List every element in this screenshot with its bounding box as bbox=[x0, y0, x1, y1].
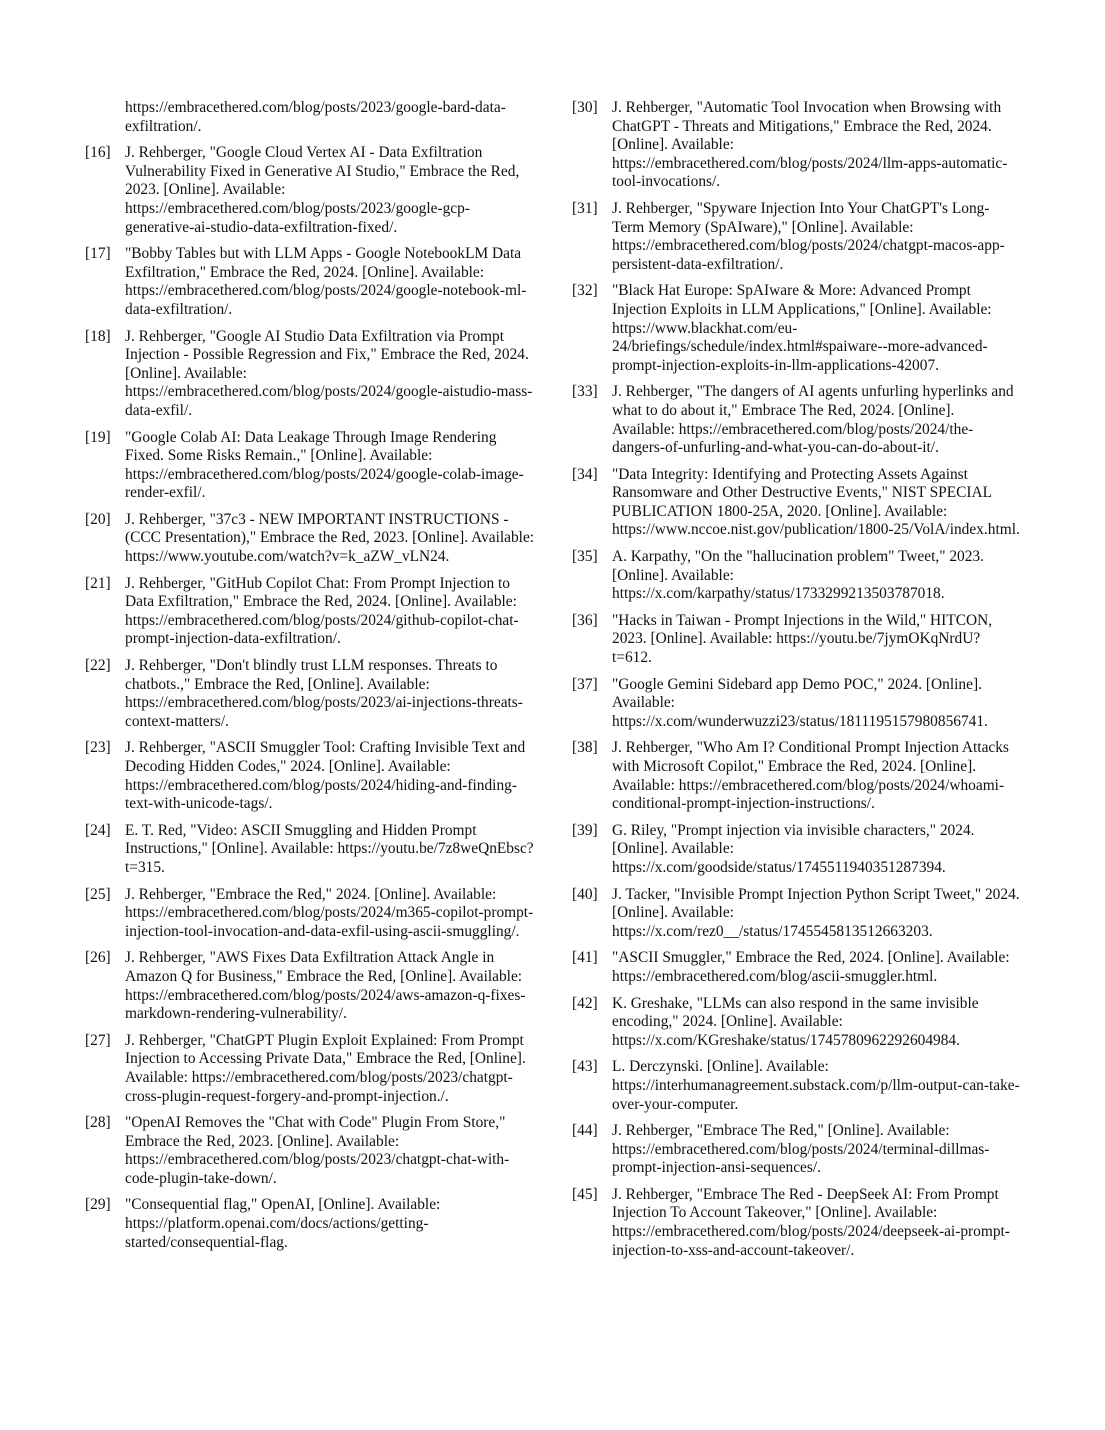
reference-entry-33 bbox=[572, 383, 1020, 457]
reference-entry-17 bbox=[85, 245, 535, 319]
reference-text: "Bobby Tables but with LLM Apps - Google NotebookLM Data Exfiltration," Embrace the Red, 2024. [Online]. Available: https://embracethered.com/blog/posts/2024/google-notebook-ml-data-exfiltration/. bbox=[125, 245, 527, 318]
reference-number: [24] bbox=[85, 821, 111, 839]
reference-text: J. Rehberger, "GitHub Copilot Chat: From Prompt Injection to Data Exfiltration," Embrace the Red, 2024. [Online]. Available: https://embracethered.com/blog/posts/2024/github-copilot-chat-prompt-injection-data-exfiltration/. bbox=[125, 574, 519, 648]
reference-entry-23 bbox=[85, 739, 535, 813]
reference-entry-20 bbox=[85, 511, 535, 567]
reference-number: [42] bbox=[572, 994, 598, 1012]
reference-number: [31] bbox=[572, 199, 598, 217]
reference-entry-21 bbox=[85, 575, 535, 649]
reference-text: J. Rehberger, "Embrace The Red," [Online]. Available: https://embracethered.com/blog/posts/2024/terminal-dillmas-prompt-injection-ansi-sequences/. bbox=[612, 1122, 990, 1177]
reference-continuation: https://embracethered.com/blog/posts/2023/google-bard-data-exfiltration/. bbox=[125, 99, 506, 135]
reference-text: J. Rehberger, "Embrace the Red," 2024. [Online]. Available: https://embracethered.com/blog/posts/2024/m365-copilot-prompt-injection-tool-invocation-and-data-exfil-using-ascii-smuggling/. bbox=[125, 885, 534, 940]
reference-entry-39 bbox=[572, 822, 1020, 878]
reference-entry-42 bbox=[572, 995, 1020, 1051]
reference-entry-44 bbox=[572, 1122, 1020, 1178]
reference-number: [34] bbox=[572, 465, 598, 483]
reference-entry-24 bbox=[85, 822, 535, 878]
reference-entry-36 bbox=[572, 612, 1020, 668]
reference-text: J. Rehberger, "Embrace The Red - DeepSeek AI: From Prompt Injection To Account Takeover," [Online]. Available: https://embracethered.com/blog/posts/2024/deepseek-ai-prompt-injection-to-xss-and-account-takeover/. bbox=[612, 1185, 1010, 1259]
reference-text: J. Rehberger, "ChatGPT Plugin Exploit Explained: From Prompt Injection to Accessing Private Data," Embrace the Red, [Online]. Available: https://embracethered.com/blog/posts/2023/chatgpt-cross-plugin-request-forgery-and-prompt-injection./. bbox=[125, 1031, 526, 1105]
reference-text: "Consequential flag," OpenAI, [Online]. Available: https://platform.openai.com/docs/actions/getting-started/consequential-flag. bbox=[125, 1196, 441, 1251]
reference-text: J. Rehberger, "ASCII Smuggler Tool: Crafting Invisible Text and Decoding Hidden Codes," 2024. [Online]. Available: https://embracethered.com/blog/posts/2024/hiding-and-finding-text-with-unicode-tags/. bbox=[125, 739, 526, 813]
reference-number: [32] bbox=[572, 282, 598, 300]
reference-entry-38 bbox=[572, 739, 1020, 813]
reference-number: [44] bbox=[572, 1122, 598, 1140]
reference-number: [22] bbox=[85, 657, 111, 675]
reference-entry-37 bbox=[572, 676, 1020, 732]
reference-number: [17] bbox=[85, 245, 111, 263]
reference-text: "Data Integrity: Identifying and Protecting Assets Against Ransomware and Other Destructive Events," NIST SPECIAL PUBLICATION 1800-25A, 2020. [Online]. Available: https://www.nccoe.nist.gov/publication/1800-25/VolA/index.html. bbox=[612, 465, 1020, 539]
reference-text: J. Rehberger, "The dangers of AI agents unfurling hyperlinks and what to do about it," Embrace The Red, 2024. [Online]. Available: https://embracethered.com/blog/posts/2024/the-dangers-of-unfurling-and-what-you-can-do-about-it/. bbox=[612, 383, 1014, 457]
reference-entry-25 bbox=[85, 886, 535, 942]
reference-text: J. Rehberger, "37c3 - NEW IMPORTANT INSTRUCTIONS - (CCC Presentation)," Embrace the Red, 2023. [Online]. Available: https://www.youtube.com/watch?v=k_aZW_vLN24. bbox=[125, 510, 535, 566]
reference-number: [16] bbox=[85, 144, 111, 162]
reference-number: [29] bbox=[85, 1196, 111, 1214]
reference-entry-29 bbox=[85, 1196, 535, 1252]
reference-text: "Hacks in Taiwan - Prompt Injections in the Wild," HITCON, 2023. [Online]. Available: https://youtu.be/7jymOKqNrdU?t=612. bbox=[612, 611, 993, 667]
reference-number: [21] bbox=[85, 574, 111, 592]
reference-text: "Google Gemini Sidebard app Demo POC," 2024. [Online]. Available: https://x.com/wunderwuzzi23/status/1811195157980856741. bbox=[612, 675, 988, 730]
reference-number: [25] bbox=[85, 885, 111, 903]
reference-number: [23] bbox=[85, 739, 111, 757]
reference-text: G. Riley, "Prompt injection via invisible characters," 2024. [Online]. Available: https://x.com/goodside/status/1745511940351287394. bbox=[612, 821, 975, 876]
reference-number: [26] bbox=[85, 949, 111, 967]
reference-number: [19] bbox=[85, 428, 111, 446]
reference-text: J. Rehberger, "Who Am I? Conditional Prompt Injection Attacks with Microsoft Copilot," Embrace the Red, 2024. [Online]. Available: https://embracethered.com/blog/posts/2024/whoami-conditional-prompt-injection-instructions/. bbox=[612, 739, 1009, 813]
reference-text: L. Derczynski. [Online]. Available: https://interhumanagreement.substack.com/p/llm-output-can-take-over-your-computer. bbox=[612, 1058, 1020, 1113]
reference-text: "Black Hat Europe: SpAIware & More: Advanced Prompt Injection Exploits in LLM Applications," [Online]. Available: https://www.blackhat.com/eu-24/briefings/schedule/index.html#spaiware--more-advanced-prompt-injection-exploits-in-llm-applications-42007. bbox=[612, 282, 992, 374]
reference-number: [37] bbox=[572, 675, 598, 693]
reference-entry-40 bbox=[572, 886, 1020, 942]
reference-text: E. T. Red, "Video: ASCII Smuggling and Hidden Prompt Instructions," [Online]. Available: https://youtu.be/7z8weQnEbsc?t=315. bbox=[125, 821, 534, 876]
reference-text: K. Greshake, "LLMs can also respond in the same invisible encoding," 2024. [Online]. Available: https://x.com/KGreshake/status/1745780962292604984. bbox=[612, 994, 979, 1049]
reference-entry-34 bbox=[572, 466, 1020, 540]
reference-number: [18] bbox=[85, 327, 111, 345]
reference-entry-18 bbox=[85, 328, 535, 421]
reference-text: J. Rehberger, "AWS Fixes Data Exfiltration Attack Angle in Amazon Q for Business," Embrace the Red, [Online]. Available: https://embracethered.com/blog/posts/2024/aws-amazon-q-fixes-markdown-rendering-vulnerability/. bbox=[125, 949, 526, 1023]
reference-number: [28] bbox=[85, 1114, 111, 1132]
reference-number: [30] bbox=[572, 99, 598, 116]
reference-number: [45] bbox=[572, 1185, 598, 1203]
reference-text: J. Tacker, "Invisible Prompt Injection Python Script Tweet," 2024. [Online]. Available: https://x.com/rez0__/status/1745545813512663203. bbox=[612, 885, 1020, 940]
reference-number: [38] bbox=[572, 739, 598, 757]
reference-number: [40] bbox=[572, 885, 598, 903]
reference-text: "OpenAI Removes the "Chat with Code" Plugin From Store," Embrace the Red, 2023. [Online]. Available: https://embracethered.com/blog/posts/2023/chatgpt-chat-with-code-plugin-take-down/. bbox=[125, 1114, 510, 1187]
reference-text: J. Rehberger, "Spyware Injection Into Your ChatGPT's Long-Term Memory (SpAIware)," [Online]. Available: https://embracethered.com/blog/posts/2024/chatgpt-macos-app-persistent-data-exfiltration/. bbox=[612, 199, 1005, 273]
reference-entry-30 bbox=[572, 99, 1020, 192]
reference-entry-19 bbox=[85, 429, 535, 503]
reference-column-right bbox=[572, 99, 1020, 1268]
reference-entry-26 bbox=[85, 949, 535, 1023]
reference-column-left bbox=[85, 99, 535, 1260]
reference-number: [43] bbox=[572, 1058, 598, 1076]
reference-entry-45 bbox=[572, 1186, 1020, 1260]
reference-entry-32 bbox=[572, 282, 1020, 375]
reference-entry-43 bbox=[572, 1058, 1020, 1114]
reference-entry-35 bbox=[572, 548, 1020, 604]
reference-entry-41 bbox=[572, 949, 1020, 986]
reference-number: [27] bbox=[85, 1031, 111, 1049]
reference-entry-28 bbox=[85, 1114, 535, 1188]
reference-number: [20] bbox=[85, 510, 111, 528]
reference-text: A. Karpathy, "On the "hallucination problem" Tweet," 2023. [Online]. Available: https://x.com/karpathy/status/1733299213503787018. bbox=[612, 548, 984, 603]
reference-text: J. Rehberger, "Google Cloud Vertex AI - Data Exfiltration Vulnerability Fixed in Generative AI Studio," Embrace the Red, 2023. [Online]. Available: https://embracethered.com/blog/posts/2023/google-gcp-generative-ai-studio-data-exfiltration-fixed/. bbox=[125, 144, 520, 236]
reference-entry-22 bbox=[85, 657, 535, 731]
reference-text: "Google Colab AI: Data Leakage Through Image Rendering Fixed. Some Risks Remain.," [Online]. Available: https://embracethered.com/blog/posts/2024/google-colab-image-render-exfil/. bbox=[125, 428, 524, 502]
reference-text: J. Rehberger, "Don't blindly trust LLM responses. Threats to chatbots.," Embrace the Red, [Online]. Available: https://embracethered.com/blog/posts/2023/ai-injections-threats-context-matters/. bbox=[125, 657, 523, 730]
reference-entry-16 bbox=[85, 144, 535, 237]
reference-number: [35] bbox=[572, 548, 598, 566]
reference-text: "ASCII Smuggler," Embrace the Red, 2024. [Online]. Available: https://embracethered.com/blog/ascii-smuggler.html. bbox=[612, 949, 1010, 985]
reference-text: J. Rehberger, "Automatic Tool Invocation when Browsing with ChatGPT - Threats and Mitigations," Embrace the Red, 2024. [Online]. Available: https://embracethered.com/blog/posts/2024/llm-apps-automatic-tool-invocations/. bbox=[612, 99, 1008, 191]
reference-entry-31 bbox=[572, 200, 1020, 274]
reference-number: [41] bbox=[572, 949, 598, 967]
reference-number: [33] bbox=[572, 383, 598, 401]
reference-number: [36] bbox=[572, 611, 598, 629]
reference-number: [39] bbox=[572, 821, 598, 839]
reference-text: J. Rehberger, "Google AI Studio Data Exfiltration via Prompt Injection - Possible Regression and Fix," Embrace the Red, 2024. [Online]. Available: https://embracethered.com/blog/posts/2024/google-aistudio-mass-data-exfil/. bbox=[125, 327, 533, 419]
reference-entry-27 bbox=[85, 1032, 535, 1106]
